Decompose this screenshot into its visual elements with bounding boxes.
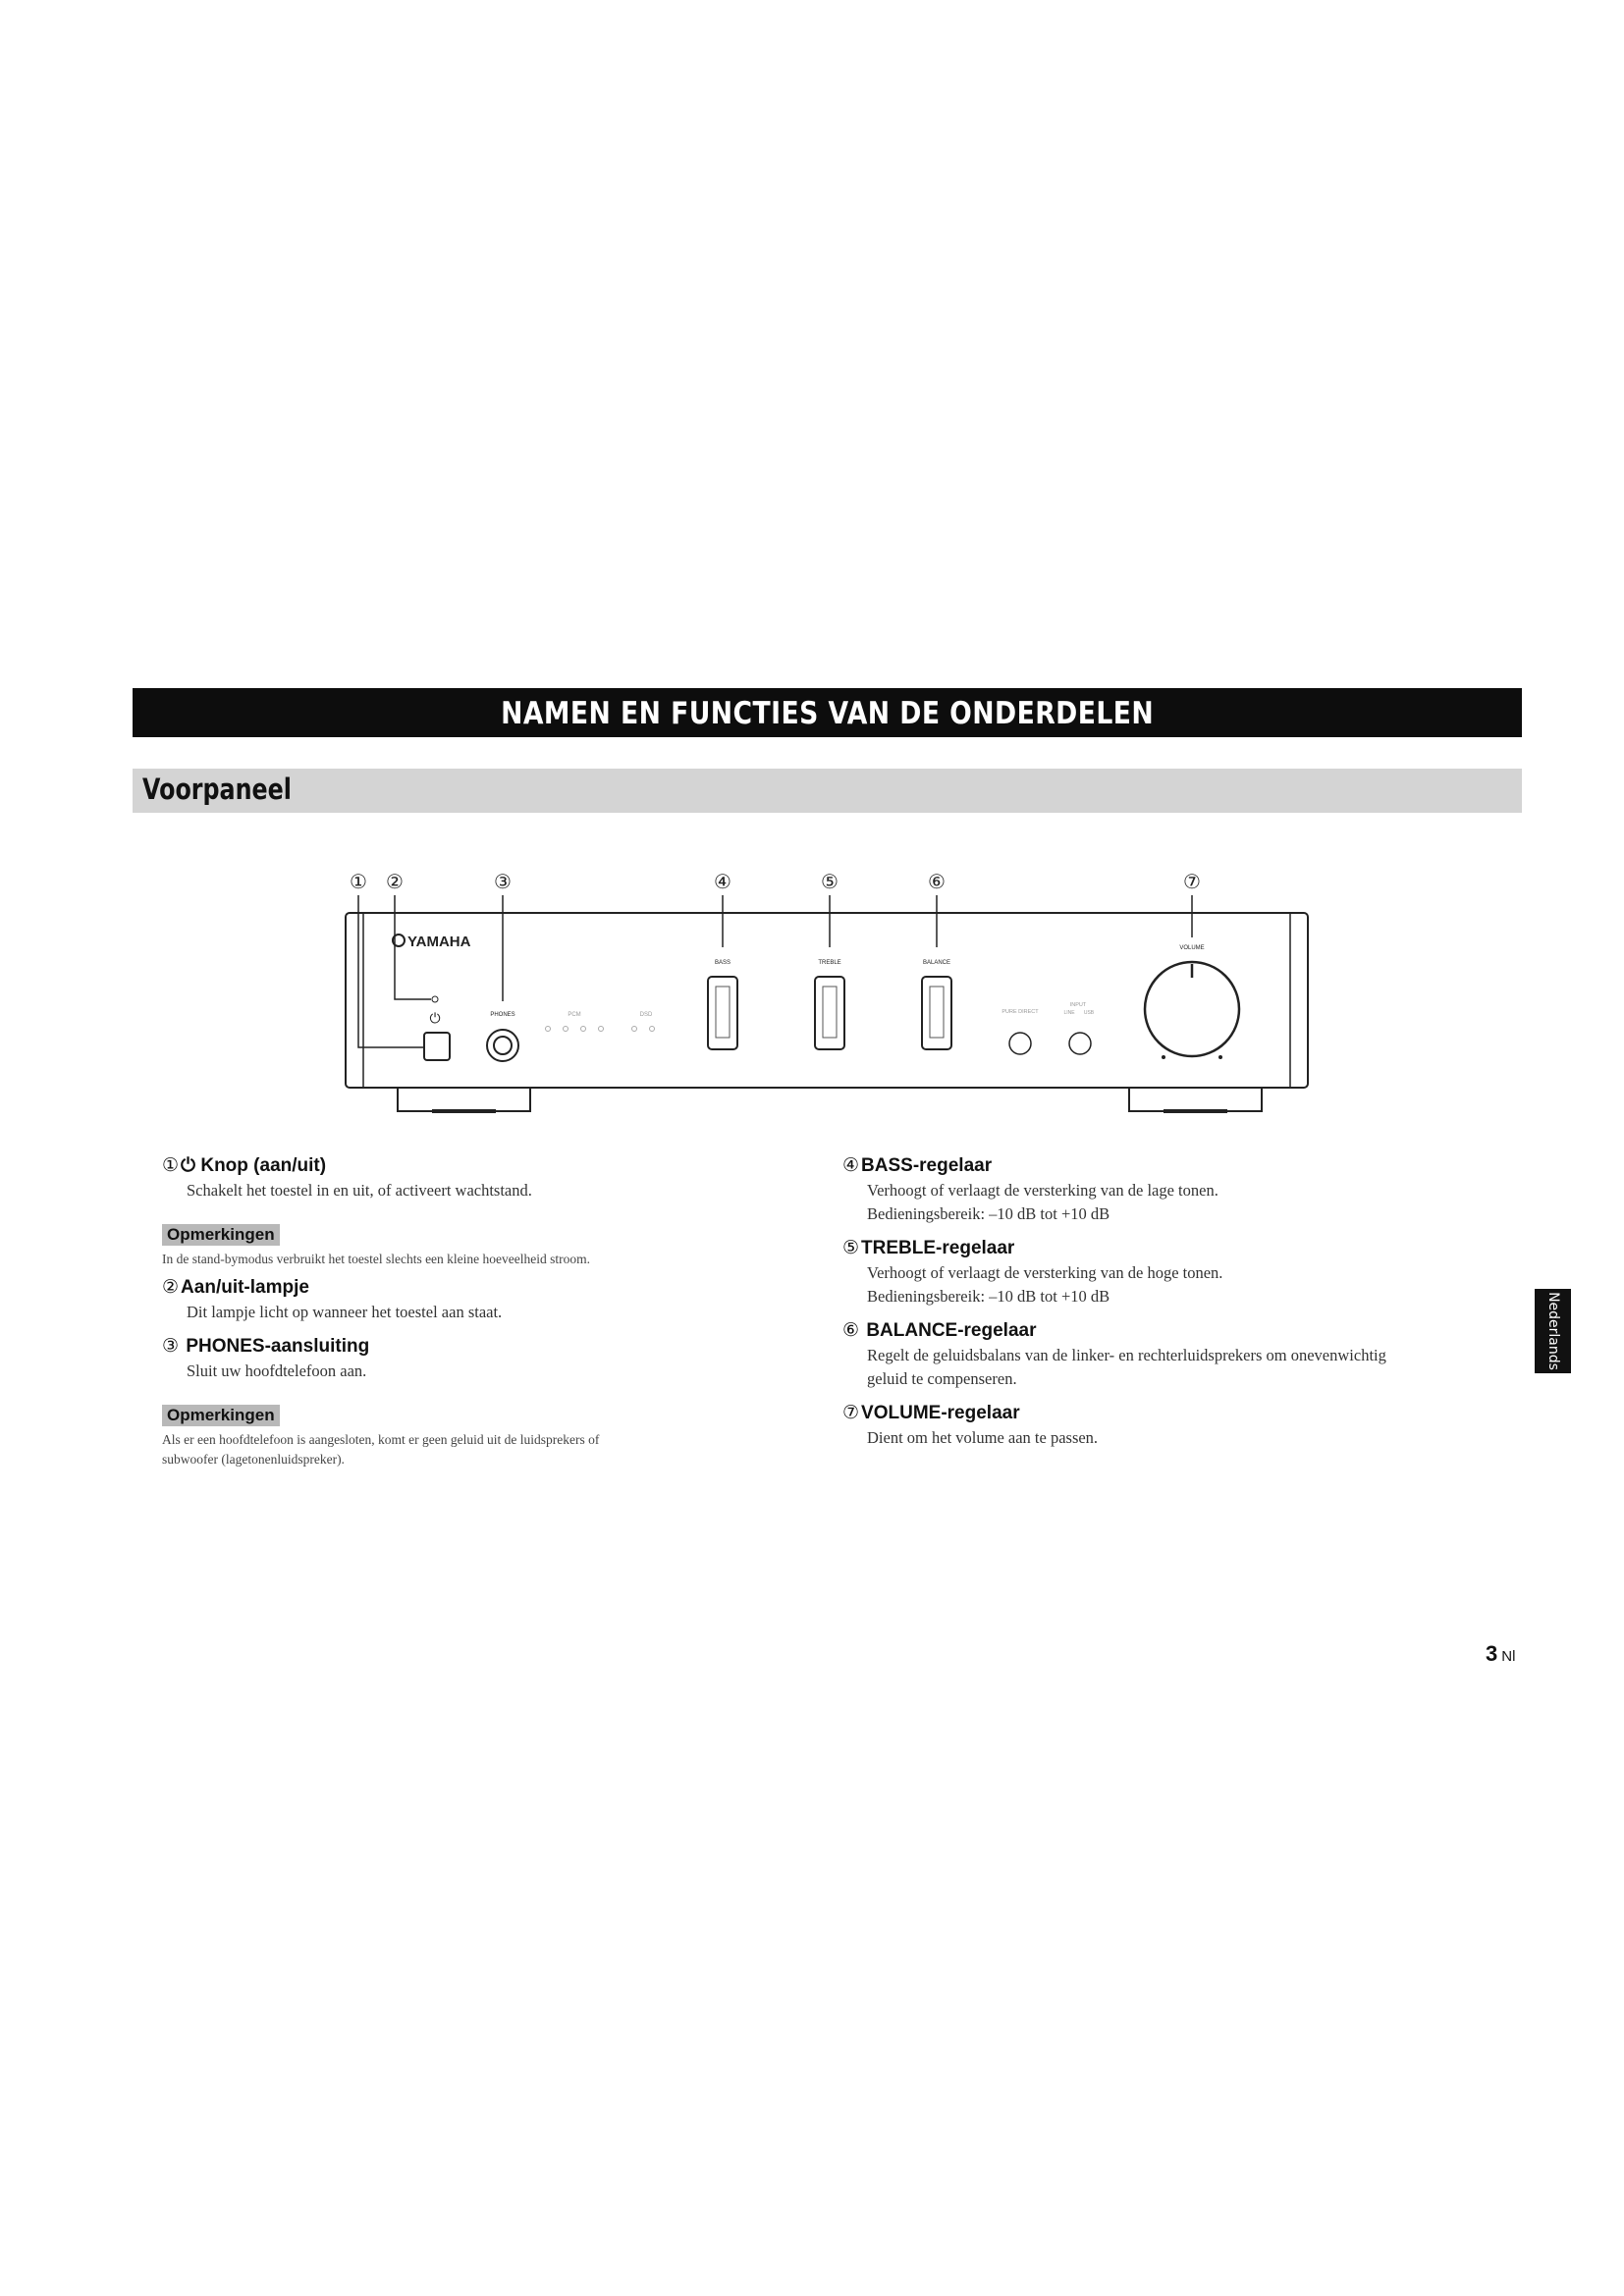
language-tab bbox=[1535, 1289, 1571, 1373]
item-bass-range: Bedieningsbereik: –10 dB tot +10 dB bbox=[867, 1204, 1110, 1223]
item-power-button-desc: Schakelt het toestel in en uit, of activeert wachtstand. bbox=[187, 1181, 532, 1200]
callout-5: ⑤ bbox=[821, 872, 839, 893]
item-phones-title: ③ PHONES-aansluiting bbox=[162, 1336, 370, 1357]
treble-label: TREBLE bbox=[818, 960, 841, 966]
right-foot bbox=[1129, 1088, 1262, 1111]
power-lamp bbox=[432, 996, 438, 1002]
item-phones-desc: Sluit uw hoofdtelefoon aan. bbox=[187, 1362, 367, 1380]
bass-label: BASS bbox=[714, 960, 731, 966]
treble-knob bbox=[815, 977, 844, 1049]
left-foot bbox=[398, 1088, 530, 1111]
callout-2: ② bbox=[386, 872, 404, 893]
brand-logo: YAMAHA bbox=[407, 934, 471, 950]
callout-6: ⑥ bbox=[928, 872, 946, 893]
panel-body bbox=[346, 913, 1308, 1088]
page-title: NAMEN EN FUNCTIES VAN DE ONDERDELEN bbox=[500, 696, 1155, 731]
item-power-button-title: ① ⏻ Knop (aan/uit) bbox=[162, 1155, 327, 1176]
line-label: LINE bbox=[1063, 1010, 1075, 1016]
note-text: Als er een hoofdtelefoon is aangesloten, komt er geen geluid uit de luidsprekers of subwoofer (lagetonenluidspreker). bbox=[162, 1432, 600, 1467]
note-tag: Opmerkingen bbox=[162, 1224, 280, 1246]
item-treble-range: Bedieningsbereik: –10 dB tot +10 dB bbox=[867, 1287, 1110, 1306]
pure-direct-button bbox=[1009, 1033, 1031, 1054]
right-column bbox=[842, 1153, 1530, 1450]
page-number-value: 3 bbox=[1486, 1641, 1498, 1666]
note-tag: Opmerkingen bbox=[162, 1405, 280, 1426]
balance-knob bbox=[922, 977, 951, 1049]
item-volume-title: ⑦ VOLUME-regelaar bbox=[842, 1403, 1020, 1423]
power-symbol-icon: ⏻ bbox=[429, 1010, 441, 1026]
front-panel-diagram bbox=[334, 854, 1316, 1139]
note-text: In de stand-bymodus verbruikt het toestel slechts een kleine hoeveelheid stroom. bbox=[162, 1252, 591, 1266]
section-title: Voorpaneel bbox=[142, 773, 292, 806]
callout-4: ④ bbox=[714, 872, 731, 893]
phones-label: PHONES bbox=[490, 1012, 515, 1018]
callout-7: ⑦ bbox=[1183, 872, 1201, 893]
note-block-1 bbox=[162, 1202, 633, 1269]
item-bass-desc: Verhoogt of verlaagt de versterking van de lage tonen. bbox=[867, 1181, 1218, 1200]
callout-3: ③ bbox=[494, 872, 512, 893]
dsd-label: DSD bbox=[639, 1012, 653, 1018]
input-button bbox=[1069, 1033, 1091, 1054]
phones-jack bbox=[487, 1030, 518, 1061]
item-power-lamp-title: ② Aan/uit-lampje bbox=[162, 1277, 309, 1298]
note-block-2 bbox=[162, 1383, 633, 1469]
callout-1: ① bbox=[350, 872, 367, 893]
item-volume-desc: Dient om het volume aan te passen. bbox=[867, 1428, 1099, 1447]
page-number bbox=[1486, 1641, 1515, 1667]
item-treble-title: ⑤ TREBLE-regelaar bbox=[842, 1238, 1015, 1258]
input-label: INPUT bbox=[1069, 1002, 1087, 1008]
section-header bbox=[133, 769, 1522, 813]
pure-direct-label: PURE DIRECT bbox=[1001, 1009, 1039, 1015]
power-button bbox=[424, 1033, 450, 1060]
item-bass-title: ④ BASS-regelaar bbox=[842, 1155, 993, 1176]
language-tab-label: Nederlands bbox=[1544, 1292, 1561, 1370]
volume-label: VOLUME bbox=[1179, 945, 1205, 951]
item-power-lamp-desc: Dit lampje licht op wanneer het toestel aan staat. bbox=[187, 1303, 503, 1321]
item-balance-desc: Regelt de geluidsbalans van de linker- en rechterluidsprekers om onevenwichtig bbox=[867, 1346, 1386, 1364]
balance-label: BALANCE bbox=[922, 960, 951, 966]
item-balance-title: ⑥ BALANCE-regelaar bbox=[842, 1320, 1037, 1341]
pcm-label: PCM bbox=[568, 1012, 581, 1018]
left-column bbox=[162, 1153, 633, 1469]
page-title-bar bbox=[133, 688, 1522, 737]
usb-label: USB bbox=[1083, 1010, 1095, 1016]
bass-knob bbox=[708, 977, 737, 1049]
page-number-lang: Nl bbox=[1501, 1648, 1516, 1665]
item-balance-desc-2: geluid te compenseren. bbox=[867, 1369, 1017, 1388]
item-treble-desc: Verhoogt of verlaagt de versterking van de hoge tonen. bbox=[867, 1263, 1223, 1282]
